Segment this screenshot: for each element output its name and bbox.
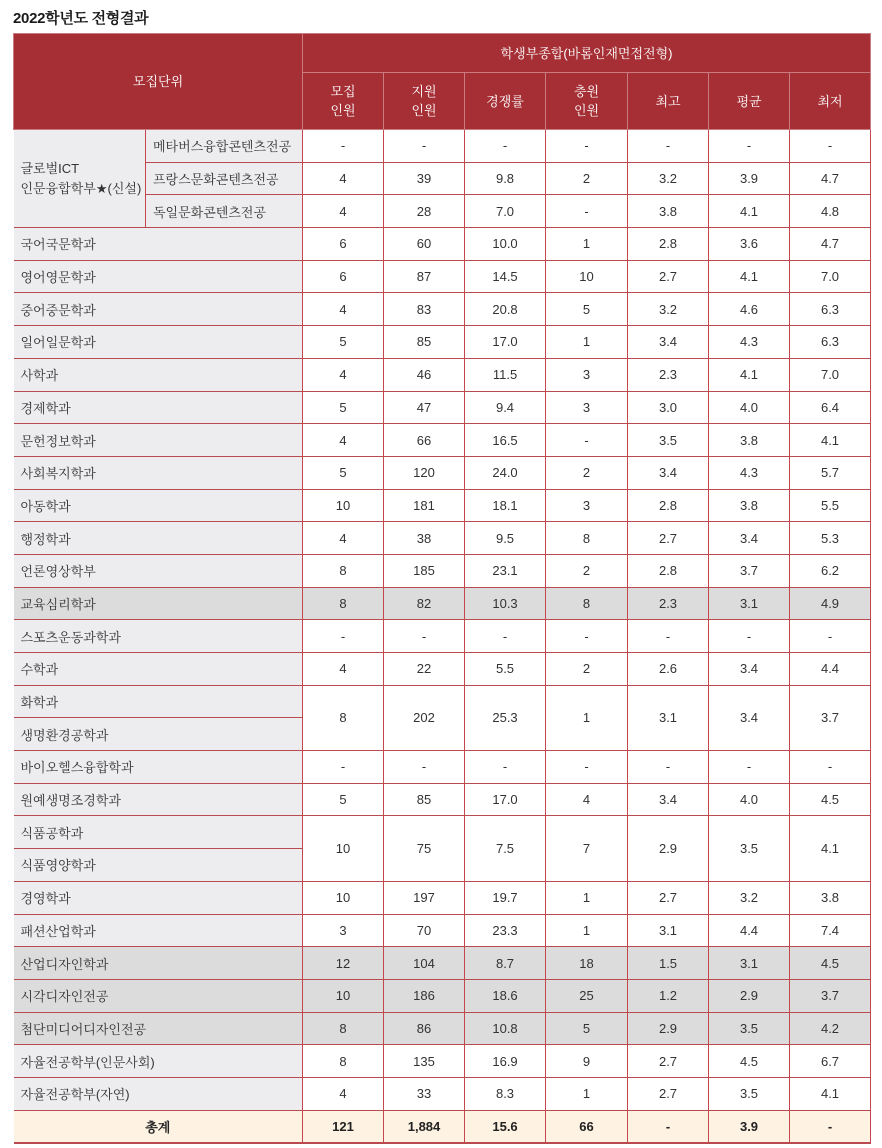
header-col-label: 최고: [655, 93, 681, 109]
value-cell: 3: [546, 391, 628, 424]
value-cell: 1: [546, 1077, 628, 1110]
value-cell: 3.0: [628, 391, 709, 424]
value-cell: 6.3: [790, 326, 871, 359]
unit-name: 언론영상학부: [14, 554, 303, 587]
value-cell: 4.1: [790, 1077, 871, 1110]
value-cell: 8.7: [465, 947, 546, 980]
value-cell: 6: [303, 228, 384, 261]
value-cell: 2.7: [628, 1045, 709, 1078]
value-cell: 5: [303, 391, 384, 424]
value-cell: 23.1: [465, 554, 546, 587]
value-cell: 39: [384, 162, 465, 195]
unit-name: 중어중문학과: [14, 293, 303, 326]
unit-name: 수학과: [14, 653, 303, 686]
value-cell: -: [465, 620, 546, 653]
table-row: [14, 881, 871, 914]
value-cell: 17.0: [465, 326, 546, 359]
table-row: [14, 620, 871, 653]
value-cell: 3.5: [709, 816, 790, 881]
unit-name: 메타버스융합콘텐츠전공: [146, 130, 303, 163]
value-cell: 10.8: [465, 1012, 546, 1045]
value-cell: 4.5: [709, 1045, 790, 1078]
unit-name: 시각디자인전공: [14, 979, 303, 1012]
value-cell: 3.1: [709, 947, 790, 980]
unit-name: 프랑스문화콘텐츠전공: [146, 162, 303, 195]
value-cell: 83: [384, 293, 465, 326]
value-cell: -: [384, 751, 465, 784]
value-cell: 2: [546, 554, 628, 587]
value-cell: 8: [303, 1012, 384, 1045]
value-cell: 4.7: [790, 228, 871, 261]
value-cell: 3.4: [709, 685, 790, 750]
value-cell: 3.1: [628, 914, 709, 947]
header-col-1: [384, 73, 465, 130]
value-cell: 33: [384, 1077, 465, 1110]
unit-name: 일어일문학과: [14, 326, 303, 359]
value-cell: 60: [384, 228, 465, 261]
page-title: 2022학년도 전형결과: [13, 10, 149, 27]
unit-name: 식품영양학과: [14, 849, 303, 882]
table-row: [14, 228, 871, 261]
value-cell: 8: [303, 1045, 384, 1078]
value-cell: 6.4: [790, 391, 871, 424]
value-cell: 3.7: [790, 979, 871, 1012]
value-cell: 1: [546, 685, 628, 750]
value-cell: -: [384, 620, 465, 653]
value-cell: 3.4: [628, 326, 709, 359]
value-cell: -: [303, 130, 384, 163]
value-cell: 10: [303, 979, 384, 1012]
value-cell: 3.5: [709, 1012, 790, 1045]
value-cell: 9: [546, 1045, 628, 1078]
value-cell: 1,884: [384, 1110, 465, 1143]
value-cell: 4.7: [790, 162, 871, 195]
value-cell: -: [546, 195, 628, 228]
header-col-label: 인원: [573, 103, 600, 118]
value-cell: 5.5: [465, 653, 546, 686]
value-cell: -: [790, 620, 871, 653]
unit-name: 아동학과: [14, 489, 303, 522]
value-cell: 15.6: [465, 1110, 546, 1143]
value-cell: 3.2: [628, 162, 709, 195]
value-cell: 4.0: [709, 391, 790, 424]
unit-name: 원예생명조경학과: [14, 783, 303, 816]
value-cell: 2.8: [628, 228, 709, 261]
header-group: 학생부종합(바롬인재면접전형): [303, 34, 871, 73]
value-cell: 8: [546, 522, 628, 555]
value-cell: 3.4: [709, 653, 790, 686]
value-cell: 8: [546, 587, 628, 620]
header-col-label: 인원: [411, 103, 437, 118]
value-cell: 3.1: [628, 685, 709, 750]
value-cell: 9.8: [465, 162, 546, 195]
value-cell: -: [628, 620, 709, 653]
value-cell: 4: [303, 293, 384, 326]
table-row: [14, 293, 871, 326]
table-row: [14, 816, 871, 849]
value-cell: 28: [384, 195, 465, 228]
value-cell: -: [790, 751, 871, 784]
table-row: [14, 391, 871, 424]
value-cell: 66: [546, 1110, 628, 1143]
value-cell: 181: [384, 489, 465, 522]
value-cell: -: [384, 130, 465, 163]
value-cell: 19.7: [465, 881, 546, 914]
unit-name: 식품공학과: [14, 816, 303, 849]
value-cell: -: [546, 130, 628, 163]
value-cell: 4: [303, 522, 384, 555]
unit-name: 생명환경공학과: [14, 718, 303, 751]
value-cell: 4.0: [709, 783, 790, 816]
value-cell: 10: [303, 489, 384, 522]
value-cell: 2.8: [628, 489, 709, 522]
value-cell: 9.4: [465, 391, 546, 424]
unit-name: 경제학과: [14, 391, 303, 424]
value-cell: 2.7: [628, 522, 709, 555]
unit-name: 경영학과: [14, 881, 303, 914]
value-cell: 4: [303, 1077, 384, 1110]
header-col-label: 경쟁률: [486, 93, 524, 109]
value-cell: 10.3: [465, 587, 546, 620]
value-cell: 4.1: [709, 260, 790, 293]
value-cell: -: [628, 751, 709, 784]
value-cell: 46: [384, 358, 465, 391]
value-cell: 18.6: [465, 979, 546, 1012]
value-cell: 4: [303, 358, 384, 391]
value-cell: 18.1: [465, 489, 546, 522]
unit-name: 바이오헬스융합학과: [14, 751, 303, 784]
value-cell: 186: [384, 979, 465, 1012]
value-cell: 10: [546, 260, 628, 293]
value-cell: 1: [546, 228, 628, 261]
header-col-3: [546, 73, 628, 130]
value-cell: -: [546, 620, 628, 653]
value-cell: -: [303, 751, 384, 784]
header-col-5: [709, 73, 790, 130]
value-cell: 2.9: [628, 1012, 709, 1045]
value-cell: 1: [546, 914, 628, 947]
table-row: [14, 489, 871, 522]
unit-name: 패션산업학과: [14, 914, 303, 947]
value-cell: 16.5: [465, 424, 546, 457]
value-cell: 4.1: [790, 424, 871, 457]
value-cell: 3.7: [709, 554, 790, 587]
value-cell: 85: [384, 326, 465, 359]
value-cell: 1.2: [628, 979, 709, 1012]
value-cell: 6: [303, 260, 384, 293]
table-row: [14, 751, 871, 784]
unit-name: 총계: [14, 1110, 303, 1143]
value-cell: 2: [546, 653, 628, 686]
value-cell: 3.8: [709, 489, 790, 522]
value-cell: 3.4: [628, 456, 709, 489]
value-cell: 120: [384, 456, 465, 489]
value-cell: 3.4: [709, 522, 790, 555]
unit-name: 스포츠운동과학과: [14, 620, 303, 653]
value-cell: 82: [384, 587, 465, 620]
unit-name: 사학과: [14, 358, 303, 391]
value-cell: 5.7: [790, 456, 871, 489]
value-cell: 10: [303, 881, 384, 914]
value-cell: 3.5: [709, 1077, 790, 1110]
value-cell: 5: [546, 293, 628, 326]
value-cell: 2.6: [628, 653, 709, 686]
table-row: [14, 1012, 871, 1045]
unit-name: 자율전공학부(인문사회): [14, 1045, 303, 1078]
value-cell: 2.7: [628, 881, 709, 914]
unit-name: 사회복지학과: [14, 456, 303, 489]
value-cell: 3.9: [709, 162, 790, 195]
table-row: [14, 424, 871, 457]
value-cell: 3.2: [628, 293, 709, 326]
value-cell: 2: [546, 162, 628, 195]
value-cell: 4.3: [709, 456, 790, 489]
value-cell: 20.8: [465, 293, 546, 326]
value-cell: 3.5: [628, 424, 709, 457]
value-cell: 47: [384, 391, 465, 424]
header-unit: 모집단위: [14, 34, 303, 130]
value-cell: 104: [384, 947, 465, 980]
value-cell: 1: [546, 326, 628, 359]
value-cell: -: [709, 620, 790, 653]
value-cell: 85: [384, 783, 465, 816]
value-cell: 202: [384, 685, 465, 750]
header-col-label: 모집: [330, 84, 356, 99]
value-cell: 3.8: [709, 424, 790, 457]
value-cell: 66: [384, 424, 465, 457]
value-cell: 4: [303, 195, 384, 228]
header-col-label: 평균: [736, 93, 762, 109]
value-cell: 18: [546, 947, 628, 980]
value-cell: 4: [303, 424, 384, 457]
value-cell: 5: [303, 456, 384, 489]
value-cell: 8: [303, 685, 384, 750]
value-cell: 25: [546, 979, 628, 1012]
unit-name: 문헌정보학과: [14, 424, 303, 457]
value-cell: -: [546, 751, 628, 784]
value-cell: 185: [384, 554, 465, 587]
header-col-label: 최저: [817, 93, 843, 109]
value-cell: -: [546, 424, 628, 457]
table-row: [14, 554, 871, 587]
value-cell: 2.9: [628, 816, 709, 881]
value-cell: 75: [384, 816, 465, 881]
table-row: [14, 653, 871, 686]
value-cell: 1: [546, 881, 628, 914]
unit-name: 산업디자인학과: [14, 947, 303, 980]
unit-parent-name: [14, 130, 146, 228]
table-row: [14, 522, 871, 555]
value-cell: 17.0: [465, 783, 546, 816]
table-row: [14, 587, 871, 620]
unit-name: 국어국문학과: [14, 228, 303, 261]
value-cell: 3.7: [790, 685, 871, 750]
unit-parent-line: 인문융합학부★(신설): [20, 180, 142, 196]
table-row: [14, 914, 871, 947]
value-cell: 3: [546, 358, 628, 391]
header-col-label: 지원: [411, 84, 437, 99]
value-cell: 70: [384, 914, 465, 947]
value-cell: 2.7: [628, 260, 709, 293]
value-cell: -: [465, 130, 546, 163]
value-cell: 4: [546, 783, 628, 816]
value-cell: 3.4: [628, 783, 709, 816]
value-cell: 22: [384, 653, 465, 686]
table-row: [14, 947, 871, 980]
value-cell: -: [628, 130, 709, 163]
value-cell: 5.5: [790, 489, 871, 522]
value-cell: 9.5: [465, 522, 546, 555]
value-cell: -: [628, 1110, 709, 1143]
value-cell: 3: [303, 914, 384, 947]
value-cell: 87: [384, 260, 465, 293]
value-cell: 14.5: [465, 260, 546, 293]
value-cell: 4: [303, 162, 384, 195]
value-cell: 10: [303, 816, 384, 881]
value-cell: 3.2: [709, 881, 790, 914]
table-row: [14, 130, 871, 163]
value-cell: 135: [384, 1045, 465, 1078]
table-row: [14, 326, 871, 359]
value-cell: 4.1: [709, 358, 790, 391]
value-cell: 7.0: [465, 195, 546, 228]
value-cell: 121: [303, 1110, 384, 1143]
value-cell: 4.1: [790, 816, 871, 881]
value-cell: -: [790, 130, 871, 163]
value-cell: 197: [384, 881, 465, 914]
table-row: [14, 783, 871, 816]
header-col-label: 인원: [330, 103, 356, 118]
value-cell: 4: [303, 653, 384, 686]
value-cell: 23.3: [465, 914, 546, 947]
table-row: [14, 456, 871, 489]
table-row: [14, 260, 871, 293]
value-cell: 25.3: [465, 685, 546, 750]
value-cell: 4.4: [709, 914, 790, 947]
header-col-2: [465, 73, 546, 130]
value-cell: 1.5: [628, 947, 709, 980]
table-row: [14, 979, 871, 1012]
value-cell: 7.4: [790, 914, 871, 947]
value-cell: 3.8: [628, 195, 709, 228]
value-cell: 8.3: [465, 1077, 546, 1110]
value-cell: 38: [384, 522, 465, 555]
value-cell: 5: [303, 326, 384, 359]
unit-name: 화학과: [14, 685, 303, 718]
header-col-label: 충원: [573, 84, 600, 99]
value-cell: 2.9: [709, 979, 790, 1012]
value-cell: 3.1: [709, 587, 790, 620]
value-cell: 7: [546, 816, 628, 881]
value-cell: 4.5: [790, 947, 871, 980]
value-cell: -: [303, 620, 384, 653]
value-cell: 4.1: [709, 195, 790, 228]
value-cell: 4.2: [790, 1012, 871, 1045]
header-col-0: [303, 73, 384, 130]
value-cell: 3: [546, 489, 628, 522]
value-cell: 4.4: [790, 653, 871, 686]
value-cell: 6.3: [790, 293, 871, 326]
value-cell: 86: [384, 1012, 465, 1045]
value-cell: 4.8: [790, 195, 871, 228]
value-cell: 6.2: [790, 554, 871, 587]
value-cell: 11.5: [465, 358, 546, 391]
unit-name: 행정학과: [14, 522, 303, 555]
value-cell: 7.5: [465, 816, 546, 881]
value-cell: 7.0: [790, 358, 871, 391]
unit-name: 교육심리학과: [14, 587, 303, 620]
unit-name: 영어영문학과: [14, 260, 303, 293]
value-cell: 2.8: [628, 554, 709, 587]
unit-name: 자율전공학부(자연): [14, 1077, 303, 1110]
table-row: [14, 685, 871, 718]
value-cell: -: [790, 1110, 871, 1143]
value-cell: 5: [546, 1012, 628, 1045]
unit-parent-line: 글로벌ICT: [20, 160, 80, 176]
total-row: [14, 1110, 871, 1143]
value-cell: 2.3: [628, 358, 709, 391]
unit-name: 첨단미디어디자인전공: [14, 1012, 303, 1045]
value-cell: 3.6: [709, 228, 790, 261]
value-cell: -: [709, 751, 790, 784]
value-cell: 16.9: [465, 1045, 546, 1078]
value-cell: 3.8: [790, 881, 871, 914]
value-cell: 7.0: [790, 260, 871, 293]
value-cell: 10.0: [465, 228, 546, 261]
value-cell: 5: [303, 783, 384, 816]
value-cell: 3.9: [709, 1110, 790, 1143]
value-cell: 8: [303, 587, 384, 620]
value-cell: -: [709, 130, 790, 163]
value-cell: 4.5: [790, 783, 871, 816]
value-cell: 5.3: [790, 522, 871, 555]
value-cell: 6.7: [790, 1045, 871, 1078]
table-row: [14, 1045, 871, 1078]
admission-results-table: [13, 33, 871, 1144]
value-cell: 8: [303, 554, 384, 587]
value-cell: 24.0: [465, 456, 546, 489]
value-cell: 12: [303, 947, 384, 980]
unit-name: 독일문화콘텐츠전공: [146, 195, 303, 228]
value-cell: 4.6: [709, 293, 790, 326]
value-cell: 2.3: [628, 587, 709, 620]
value-cell: 2.7: [628, 1077, 709, 1110]
value-cell: 4.3: [709, 326, 790, 359]
value-cell: 4.9: [790, 587, 871, 620]
header-col-4: [628, 73, 709, 130]
table-row: [14, 1077, 871, 1110]
value-cell: 2: [546, 456, 628, 489]
table-row: [14, 358, 871, 391]
header-col-6: [790, 73, 871, 130]
value-cell: -: [465, 751, 546, 784]
